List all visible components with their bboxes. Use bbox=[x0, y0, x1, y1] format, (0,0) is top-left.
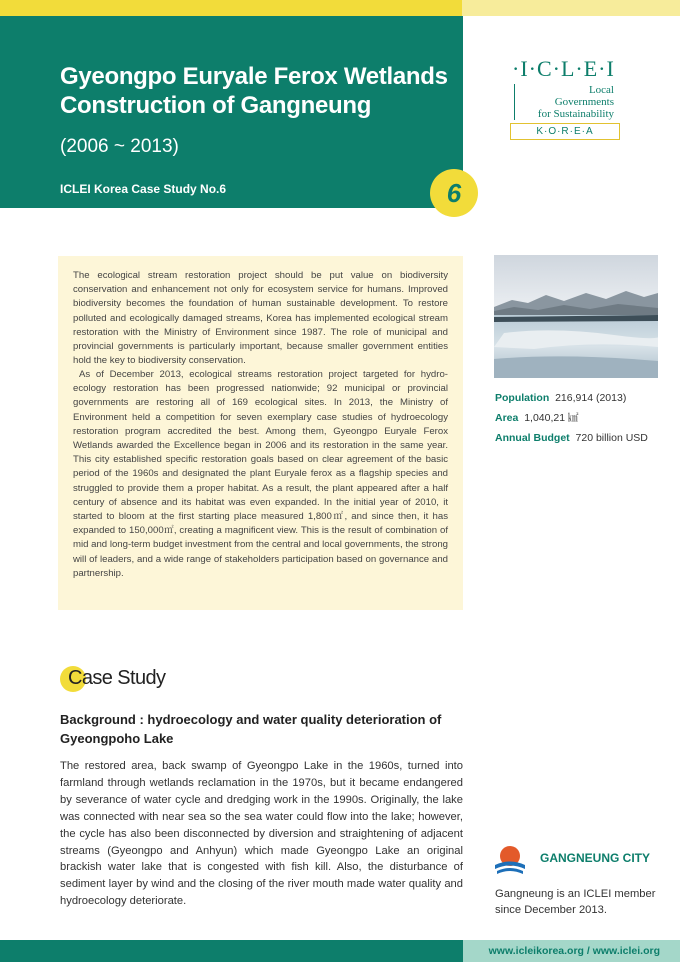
summary-box bbox=[58, 256, 463, 610]
logo-country: K·O·R·E·A bbox=[510, 123, 620, 140]
population-value: 216,914 (2013) bbox=[555, 392, 627, 404]
budget-label: Annual Budget bbox=[495, 432, 570, 444]
stat-area bbox=[495, 408, 648, 428]
city-name: GANGNEUNG CITY bbox=[540, 851, 651, 865]
iclei-wordmark: ·I·C·L·E·I bbox=[512, 56, 615, 81]
page-title bbox=[60, 62, 460, 120]
background-heading: Background : hydroecology and water quality deterioration of Gyeongpoho Lake bbox=[60, 712, 442, 746]
gangneung-logo-icon bbox=[493, 843, 527, 875]
footer-band bbox=[0, 940, 463, 962]
case-study-number: ICLEI Korea Case Study No.6 bbox=[60, 182, 227, 196]
top-band-accent bbox=[0, 0, 462, 16]
summary-paragraph-1: The ecological stream restoration project should be put value on biodiversity conservation and enhancement not only for ecosystem service for humans. Improved biodiversity becomes the foundation of human sustainable development. To restore polluted and ecologically damaged streams, Korea has implemented ecological stream restoration with the Ministry of Environment since 1987. The role of municipal and provincial governments is particularly important, because smaller government entities hold the key to biodiversity conservation. bbox=[73, 270, 448, 367]
area-value: 1,040,21 ㎢ bbox=[524, 412, 579, 424]
years-range: (2006 ~ 2013) bbox=[60, 136, 179, 157]
logo-rule bbox=[514, 84, 515, 120]
membership-text: Gangneung is an ICLEI member since December 2013. bbox=[495, 888, 656, 916]
logo-line-3: for Sustainability bbox=[537, 108, 614, 120]
stat-budget bbox=[495, 428, 648, 448]
case-study-title: Case Study bbox=[68, 667, 166, 689]
city-stats bbox=[495, 388, 648, 448]
background-body: The restored area, back swamp of Gyeongpo Lake in the 1960s, turned into farmland through wetlands reclamation in the 1970s, but it became endangered by severance of water cycle and dredging work in the 1990s. Originally, the lake was connected with near sea so the sea water could flow into the lake; however, the cycle has also been disconnected by diversion and straightening of adjacent streams (Gyeongpo and Anhyun) which made Gyeongpo Lake an original brackish water lake that is congested with fish kill. Also, the disturbance of sediment layer by wind and the closing of the river mouth made water quality and hydroecology deteriorate. bbox=[60, 760, 463, 908]
footer-url-link[interactable]: www.icleikorea.org / www.iclei.org bbox=[488, 945, 660, 957]
population-label: Population bbox=[495, 392, 550, 404]
budget-value: 720 billion USD bbox=[575, 432, 648, 444]
logo-line-1: Local bbox=[588, 84, 614, 96]
number-badge: 6 bbox=[430, 169, 478, 217]
title-line-1: Gyeongpo Euryale Ferox Wetlands bbox=[60, 63, 448, 90]
logo-line-2: Governments bbox=[554, 96, 614, 108]
area-label: Area bbox=[495, 412, 519, 424]
stat-population bbox=[495, 388, 648, 408]
lake-photo bbox=[494, 255, 658, 378]
iclei-logo bbox=[510, 56, 622, 140]
title-line-2: Construction of Gangneung bbox=[60, 92, 372, 119]
summary-paragraph-2: As of December 2013, ecological streams restoration project targeted for hydro-ecology restoration has been progressed nationwide; 92 municipal or provincial governments are restoring all of 169 ecological sites. In 2013, the Ministry of Environment held a competition for seven exemplary case studies of hydroecology restoration program accredited the best. Among them, Gyeongpo Euryale Ferox Wetlands awarded the Excellence began in 2006 and its restoration in the same year. This city established specific restoration goals based on clear agreement of the basic period of the 1960s and designated the plant Euryale ferox as a flagship species and struggled to provide them a proper habitat. As a result, the plant appeared after a half century of absence and its habitat was even expanded. In the initial year of 2010, it started to bloom at the first starting place measured 1,800㎡, and since then, it has expanded to 150,000㎡, creating a magnificent view. This is the result of combination of mid and long-term budget investment from the central and local governments, the strong will of leaders, and a wide range of stakeholders participation based on governance and partnership. bbox=[73, 369, 448, 579]
